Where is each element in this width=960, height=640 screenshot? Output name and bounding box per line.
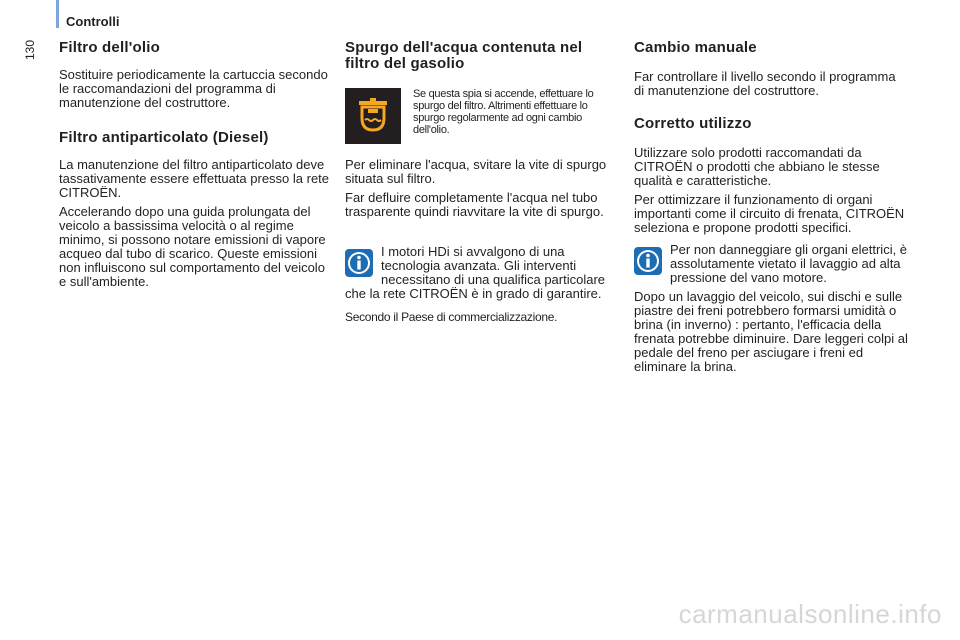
page-number: 130 xyxy=(23,39,37,60)
water-drain-text-2: Far defluire completamente l'acqua nel tubo trasparente quindi riavvitare la vite di spurgo. xyxy=(345,190,604,219)
oil-filter-text: Sostituire periodicamente la cartuccia secondo le raccomandazioni del programma di manutenzione del costruttore. xyxy=(59,67,328,110)
dpf-text-1: La manutenzione del filtro antiparticolato deve tassativamente essere effettuata presso la rete CITROËN. xyxy=(59,157,330,200)
watermark: carmanualsonline.info xyxy=(678,599,942,629)
column-1 xyxy=(59,40,331,294)
warning-lamp-box xyxy=(345,88,620,144)
water-drain-heading: Spurgo dell'acqua contenuta nel filtro del gasolio xyxy=(345,39,583,72)
info-note-washing xyxy=(634,243,909,285)
info-washing-text: Per non danneggiare gli organi elettrici, è assolutamente vietato il lavaggio ad alta pressione del vano motore. xyxy=(670,242,908,285)
brake-moisture-text: Dopo un lavaggio del veicolo, sui dischi e sulle piastre dei freni potrebbero formarsi umidità o brina (in inverno) : pertanto, l'efficacia della frenata potrebbe diminuire. Dare leggeri colpi al pedale del freno per asciugare i freni ed eliminare la brina. xyxy=(634,289,908,374)
info-icon xyxy=(634,247,662,275)
manual-gearbox-text: Far controllare il livello secondo il programma di manutenzione del costruttore. xyxy=(634,69,896,98)
water-drain-text-1: Per eliminare l'acqua, svitare la vite di spurgo situata sul filtro. xyxy=(345,157,607,186)
correct-use-text-1: Utilizzare solo prodotti raccomandati da CITROËN o prodotti che abbiano le stesse qualità e caratteristiche. xyxy=(634,145,880,188)
column-3 xyxy=(634,40,909,379)
section-accent-bar xyxy=(56,0,59,28)
info-note-text: I motori HDi si avvalgono di una tecnologia avanzata. Gli interventi necessitano di una qualifica particolare che la rete CITROËN è in grado di garantire. xyxy=(345,244,606,301)
country-footnote: Secondo il Paese di commercializzazione. xyxy=(345,310,558,324)
info-note xyxy=(345,245,620,301)
section-title: Controlli xyxy=(66,14,120,29)
column-2 xyxy=(345,40,620,329)
water-in-diesel-filter-icon xyxy=(345,88,401,144)
oil-filter-heading: Filtro dell'olio xyxy=(59,39,160,56)
correct-use-text-2: Per ottimizzare il funzionamento di organi importanti come il circuito di frenata, CITROËN seleziona e propone prodotti specifici. xyxy=(634,192,905,235)
correct-use-heading: Corretto utilizzo xyxy=(634,115,752,132)
warning-lamp-text: Se questa spia si accende, effettuare lo spurgo del filtro. Altrimenti effettuare lo spurgo regolarmente ad ogni cambio dell'olio. xyxy=(413,88,594,136)
dpf-text-2: Accelerando dopo una guida prolungata del veicolo a bassissima velocità o al regime minimo, si possono notare emissioni di vapore acqueo dal tubo di scarico. Queste emissioni non influiscono sul comportamento del veicolo e sull'ambiente. xyxy=(59,204,326,289)
info-icon xyxy=(345,249,373,277)
manual-gearbox-heading: Cambio manuale xyxy=(634,39,757,56)
dpf-heading: Filtro antiparticolato (Diesel) xyxy=(59,129,269,146)
